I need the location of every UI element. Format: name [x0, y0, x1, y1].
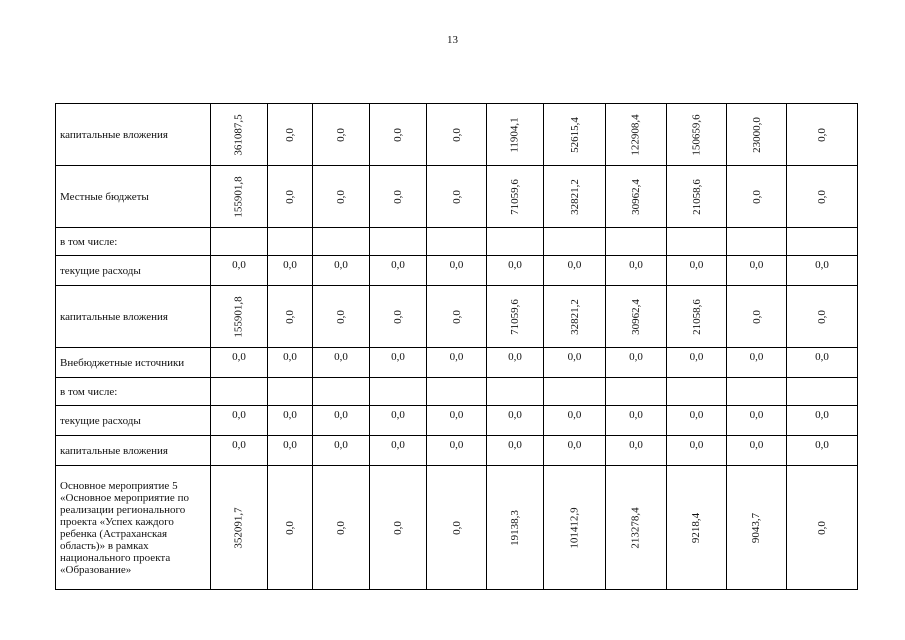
- value-cell: 0,0: [370, 348, 427, 378]
- value-cell: 0,0: [313, 406, 370, 436]
- value-cell: [487, 286, 544, 348]
- value-cell: 0,0: [667, 406, 727, 436]
- value-text: 0,0: [816, 520, 828, 535]
- budget-table: [55, 103, 858, 590]
- value-cell: 0,0: [487, 348, 544, 378]
- value-cell: [727, 466, 787, 590]
- value-cell: [787, 286, 858, 348]
- value-text: 9218,4: [690, 512, 703, 543]
- empty-cell: [313, 228, 370, 256]
- value-cell: [211, 104, 268, 166]
- value-text: 150659,6: [690, 113, 703, 156]
- value-cell: [268, 166, 313, 228]
- value-text: 30962,4: [630, 298, 642, 335]
- empty-cell: [370, 228, 427, 256]
- value-text: 23000,0: [750, 116, 763, 153]
- value-cell: [544, 286, 606, 348]
- table-row: [56, 466, 858, 590]
- value-text: 71059,6: [509, 178, 521, 215]
- empty-cell: [268, 378, 313, 406]
- value-cell: [667, 166, 727, 228]
- value-cell: 0,0: [268, 348, 313, 378]
- value-cell: [427, 286, 487, 348]
- value-text: 352091,7: [233, 506, 245, 549]
- value-cell: 0,0: [427, 406, 487, 436]
- value-cell: [487, 466, 544, 590]
- value-cell: [667, 286, 727, 348]
- value-text: 0,0: [450, 127, 463, 142]
- value-cell: [268, 286, 313, 348]
- value-cell: 0,0: [268, 436, 313, 466]
- empty-cell: [787, 378, 858, 406]
- value-cell: 0,0: [787, 256, 858, 286]
- empty-cell: [727, 378, 787, 406]
- empty-cell: [313, 378, 370, 406]
- value-text: 9043,7: [750, 512, 763, 543]
- value-cell: 0,0: [211, 256, 268, 286]
- value-text: 0,0: [816, 189, 828, 204]
- value-text: 122908,4: [630, 113, 642, 156]
- value-text: 0,0: [284, 127, 296, 142]
- value-cell: [268, 104, 313, 166]
- value-cell: [787, 466, 858, 590]
- table-row: [56, 166, 858, 228]
- value-cell: 0,0: [787, 348, 858, 378]
- value-cell: 0,0: [787, 436, 858, 466]
- empty-cell: [787, 228, 858, 256]
- value-text: 0,0: [284, 309, 296, 324]
- value-text: 0,0: [816, 309, 828, 324]
- value-cell: 0,0: [370, 406, 427, 436]
- value-text: 0,0: [335, 127, 347, 142]
- value-cell: [268, 466, 313, 590]
- value-cell: [313, 286, 370, 348]
- value-cell: 0,0: [268, 406, 313, 436]
- value-cell: [313, 104, 370, 166]
- value-text: 0,0: [392, 127, 404, 142]
- value-text: 213278,4: [630, 506, 642, 549]
- empty-cell: [487, 378, 544, 406]
- row-label: капитальные вложения: [56, 436, 211, 466]
- empty-cell: [211, 378, 268, 406]
- value-cell: 0,0: [427, 256, 487, 286]
- value-cell: 0,0: [370, 256, 427, 286]
- value-cell: 0,0: [727, 436, 787, 466]
- value-cell: [211, 466, 268, 590]
- value-cell: [370, 286, 427, 348]
- row-label: капитальные вложения: [56, 104, 211, 166]
- value-cell: 0,0: [487, 436, 544, 466]
- empty-cell: [544, 378, 606, 406]
- value-cell: 0,0: [727, 406, 787, 436]
- table-body: [56, 104, 858, 590]
- empty-cell: [427, 228, 487, 256]
- value-text: 101412,9: [568, 506, 581, 549]
- value-text: 19138,3: [509, 509, 521, 546]
- value-text: 0,0: [750, 309, 763, 324]
- value-cell: [727, 286, 787, 348]
- value-cell: 0,0: [606, 436, 667, 466]
- value-text: 155901,8: [233, 175, 245, 218]
- row-label: капитальные вложения: [56, 286, 211, 348]
- value-cell: [487, 166, 544, 228]
- table-row: [56, 228, 858, 256]
- table-row: [56, 256, 858, 286]
- value-text: 0,0: [392, 189, 404, 204]
- value-text: 155901,8: [233, 295, 245, 338]
- table-row: [56, 406, 858, 436]
- value-text: 0,0: [750, 189, 763, 204]
- value-cell: [544, 466, 606, 590]
- value-cell: [667, 466, 727, 590]
- value-text: 0,0: [284, 520, 296, 535]
- empty-cell: [487, 228, 544, 256]
- value-cell: 0,0: [427, 348, 487, 378]
- value-cell: 0,0: [313, 256, 370, 286]
- value-cell: [606, 166, 667, 228]
- value-cell: 0,0: [606, 348, 667, 378]
- value-text: 0,0: [335, 520, 347, 535]
- value-text: 361087,5: [233, 113, 245, 156]
- value-cell: 0,0: [544, 436, 606, 466]
- value-cell: 0,0: [667, 256, 727, 286]
- row-label: Местные бюджеты: [56, 166, 211, 228]
- value-text: 32821,2: [568, 178, 581, 215]
- value-cell: [787, 104, 858, 166]
- value-cell: [427, 104, 487, 166]
- row-label: в том числе:: [56, 378, 211, 406]
- page-number: 13: [447, 34, 458, 46]
- value-text: 0,0: [284, 189, 296, 204]
- empty-cell: [427, 378, 487, 406]
- table-row: [56, 378, 858, 406]
- row-label: Основное мероприятие 5 «Основное мероприятие по реализации регионального проекта «Успех каждого ребенка (Астраханская область)» в рамках национального проекта «Образование»: [56, 466, 211, 590]
- table-row: [56, 286, 858, 348]
- value-cell: [487, 104, 544, 166]
- empty-cell: [667, 378, 727, 406]
- value-cell: [211, 166, 268, 228]
- value-cell: [787, 166, 858, 228]
- value-cell: 0,0: [727, 348, 787, 378]
- row-label: Внебюджетные источники: [56, 348, 211, 378]
- value-cell: [427, 166, 487, 228]
- value-cell: [313, 166, 370, 228]
- value-cell: 0,0: [667, 436, 727, 466]
- empty-cell: [370, 378, 427, 406]
- value-text: 0,0: [392, 309, 404, 324]
- empty-cell: [544, 228, 606, 256]
- table-row: [56, 348, 858, 378]
- value-cell: [427, 466, 487, 590]
- value-cell: [544, 166, 606, 228]
- value-cell: [606, 104, 667, 166]
- value-cell: [727, 104, 787, 166]
- value-cell: 0,0: [787, 406, 858, 436]
- value-cell: [211, 286, 268, 348]
- value-cell: 0,0: [211, 348, 268, 378]
- value-cell: [727, 166, 787, 228]
- value-text: 0,0: [335, 309, 347, 324]
- value-cell: [667, 104, 727, 166]
- empty-cell: [211, 228, 268, 256]
- value-cell: 0,0: [370, 436, 427, 466]
- empty-cell: [606, 378, 667, 406]
- value-text: 0,0: [450, 309, 463, 324]
- value-cell: 0,0: [544, 256, 606, 286]
- value-text: 0,0: [816, 127, 828, 142]
- row-label: в том числе:: [56, 228, 211, 256]
- value-cell: [544, 104, 606, 166]
- value-text: 71059,6: [509, 298, 521, 335]
- value-cell: 0,0: [544, 348, 606, 378]
- empty-cell: [667, 228, 727, 256]
- value-cell: 0,0: [606, 406, 667, 436]
- value-cell: [370, 466, 427, 590]
- value-text: 21058,6: [690, 178, 703, 215]
- value-cell: 0,0: [727, 256, 787, 286]
- value-cell: [606, 466, 667, 590]
- value-cell: [606, 286, 667, 348]
- value-text: 30962,4: [630, 178, 642, 215]
- value-cell: 0,0: [427, 436, 487, 466]
- value-cell: 0,0: [211, 406, 268, 436]
- row-label: текущие расходы: [56, 406, 211, 436]
- empty-cell: [606, 228, 667, 256]
- value-cell: 0,0: [487, 256, 544, 286]
- table-row: [56, 104, 858, 166]
- value-text: 0,0: [392, 520, 404, 535]
- value-cell: [313, 466, 370, 590]
- row-label: текущие расходы: [56, 256, 211, 286]
- value-text: 0,0: [335, 189, 347, 204]
- value-cell: 0,0: [313, 348, 370, 378]
- value-cell: 0,0: [606, 256, 667, 286]
- value-cell: [370, 166, 427, 228]
- value-cell: 0,0: [667, 348, 727, 378]
- value-cell: 0,0: [268, 256, 313, 286]
- empty-cell: [727, 228, 787, 256]
- value-text: 32821,2: [568, 298, 581, 335]
- value-cell: 0,0: [544, 406, 606, 436]
- value-text: 11904,1: [509, 116, 521, 153]
- value-cell: 0,0: [487, 406, 544, 436]
- value-cell: 0,0: [313, 436, 370, 466]
- value-text: 21058,6: [690, 298, 703, 335]
- empty-cell: [268, 228, 313, 256]
- value-cell: [370, 104, 427, 166]
- value-text: 52615,4: [568, 116, 581, 153]
- value-text: 0,0: [450, 189, 463, 204]
- value-cell: 0,0: [211, 436, 268, 466]
- value-text: 0,0: [450, 520, 463, 535]
- table-row: [56, 436, 858, 466]
